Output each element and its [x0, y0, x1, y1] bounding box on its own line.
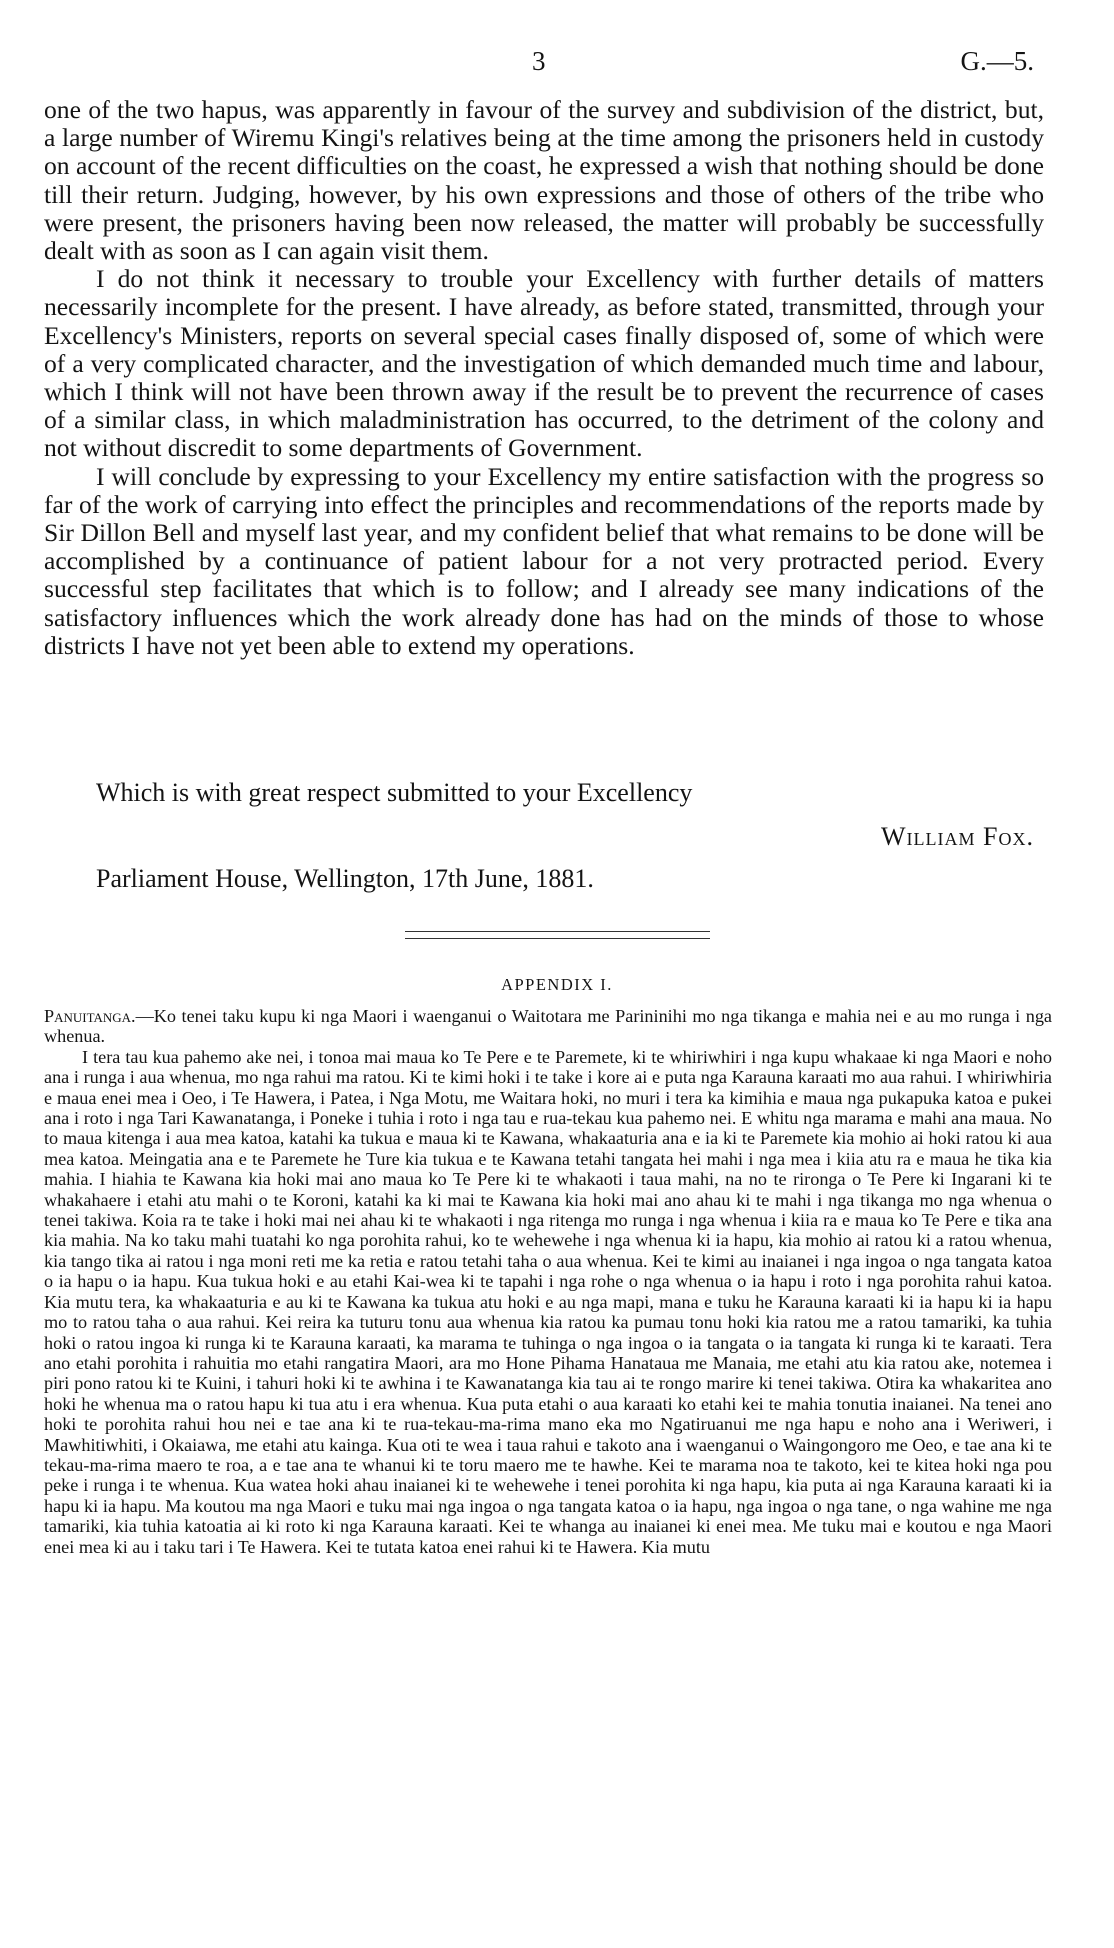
closing-line: Which is with great respect submitted to your Excellency — [96, 778, 693, 807]
appendix-paragraph-1 — [44, 1006, 1052, 1047]
place-and-date: Parliament House, Wellington, 17th June, 1881. — [96, 864, 594, 893]
page-number: 3 — [532, 46, 546, 76]
appendix-text — [44, 1006, 1052, 1557]
section-divider — [405, 931, 710, 939]
letter-body — [44, 96, 1044, 660]
appendix-title: APPENDIX I. — [501, 975, 613, 994]
signature: William Fox. — [881, 822, 1034, 851]
body-paragraph-1: one of the two hapus, was apparently in favour of the survey and subdivision of the district, but, a large number of Wiremu Kingi's relatives being at the time among the prisoners held in custody on account of the recent difficulties on the coast, he expressed a wish that nothing should be done till their return. Judging, however, by his own expressions and those of others of the tribe who were present, the prisoners having been now released, the matter will probably be successfully dealt with as soon as I can again visit them. — [44, 95, 1044, 266]
body-paragraph-2: I do not think it necessary to trouble your Excellency with further details of matters necessarily incomplete for the present. I have already, as before stated, transmitted, through your Excellency's Ministers, reports on several special cases finally disposed of, some of which were of a very complicated character, and the investigation of which demanded much time and labour, which I think will not have been thrown away if the result be to prevent the recurrence of cases of a similar class, in which maladministration has occurred, to the detriment of the colony and not without discredit to some departments of Government. — [44, 264, 1044, 463]
appendix-paragraph-2: I tera tau kua pahemo ake nei, i tonoa mai maua ko Te Pere e te Paremete, ki te whiriwhiri i nga kupu whakaae ki nga Maori e noho ana i runga i aua whenua, mo nga rahui ma ratou. Ki te kimi hoki i te take i kore ai e puta nga Karauna karaati mo aua rahui. I whiriwhiria e maua enei mea i Oeo, i Te Hawera, i Patea, i Nga Motu, me Waitara hoki, no muri i tera ka kimihia e maua nga pukapuka katoa e pukei ana i roto i nga Tari Kawanatanga, i Poneke i tuhia i roto i nga tau e rua-tekau kua pahemo nei. E whitu nga marama e mahi ana maua. No to maua kitenga i aua mea katoa, katahi ka tukua e maua ki te Kawana, whakaaturia ana e ia ki te Paremete kia mohio ai hoki ratou ki aua mea katoa. Meingatia ana e te Paremete he Ture kia tukua e te Kawana tetahi tangata hei mahi i nga mea i kiia atu ra e maua he tika kia mahia. I hiahia te Kawana kia hoki mai ano maua ko Te Pere ki te whakaoti i taua mahi, na no te rironga o Te Pere ki Ingarani ki te whakahaere i etahi atu mahi o te Koroni, katahi ka ki mai te Kawana kia hoki mai ano ahau ki te mahi i nga tikanga mo nga whenua o tenei takiwa. Koia ra te take i hoki mai nei ahau ki te whakaoti i nga ritenga mo runga i nga whenua i kiia ra e maua ko Te Pere e tika ana kia mahia. Na ko taku mahi tuatahi ko nga porohita rahui, ko te wehewehe i nga whenua ki ia hapu, kia mohio ai ratou ki a ratou whenua, kia tango tika ai ratou i nga moni reti me ka retia e ratou tetahi taha o aua whenua. Kei te kimi au inaianei i nga ingoa o nga tangata katoa o ia hapu o ia hapu. Kua tukua hoki e au etahi Kai-wea ki te tapahi i nga rohe o nga whenua o ia hapu i roto i nga porohita rahui katoa. Kia mutu tera, ka whakaaturia e au ki te Kawana ka tukua atu hoki e au nga mapi, mana e tuku he Karauna karaati ki ia hapu ki ia hapu mo to ratou taha o aua rahui. Kei reira ka tuturu tonu aua whenua kia ratou ka pumau tonu hoki kia ratou me a ratou tamariki, ka tuhia hoki o ratou ingoa ki runga ki te Karauna karaati, ka marama te tuhinga o nga ingoa o ia tangata o ia tangata ki runga ki te karaati. Tera ano etahi porohita i rahuitia mo etahi rangatira Maori, ara mo Hone Pihama Hanataua me Manaia, me etahi atu kia ratou ake, notemea i piri pono ratou ki te Kuini, i tahuri hoki ki te awhina i te Kawanatanga kia tau ai te rongo marire ki tenei takiwa. Otira ka whakaritea ano hoki he whenua ma o ratou hapu ki tua atu i era whenua. Kua puta etahi o aua karaati ko etahi kei te mahia tonutia inaianei. Na tenei ano hoki te porohita rahui hou nei e tae ana ki te rua-tekau-ma-rima mano eka mo Ngatiruanui me nga hapu e noho ana i Weriweri, i Mawhitiwhiti, i Okaiawa, me etahi atu kainga. Kua oti te wea i taua rahui e takoto ana i waenganui o Waingongoro me Oeo, e tae ana ki te tekau-ma-rima maero te roa, a e tae ana te whanui ki te toru maero me te hawhe. Kei te marama noa te takoto, kei te kitea hoki nga pou peke i runga i te whenua. Kua watea hoki ahau inaianei ki te wehewehe i tenei porohita ki nga hapu, kia puta ai nga Karauna karaati ki ia hapu ki ia hapu. Ma koutou ma nga Maori e tuku mai nga ingoa o nga tangata katoa o ia hapu, nga ingoa o nga tane, o nga wahine me nga tamariki, kia tuhia katoatia ai ki roto ki nga Karauna karaati. Kei te whanga au inaianei ki enei mea. Me tuku mai e koutou e nga Maori enei mea ki au i taku tari i Te Hawera. Kei te tutata katoa enei rahui ki te Hawera. Kia mutu — [44, 1046, 1052, 1557]
appendix-lead-word: Panuitanga. — [44, 1006, 136, 1026]
appendix-paragraph-1-text: —Ko tenei taku kupu ki nga Maori i waenganui o Waitotara me Parininihi mo nga tikanga e mahia nei e au mo runga i nga whenua. — [44, 1006, 1052, 1047]
document-series-code: G.—5. — [960, 46, 1034, 76]
body-paragraph-3: I will conclude by expressing to your Excellency my entire satisfaction with the progress so far of the work of carrying into effect the principles and recommendations of the reports made by Sir Dillon Bell and myself last year, and my confident belief that what remains to be done will be accomplished by a continuance of patient labour for a not very protracted period. Every successful step facilitates that which is to follow; and I already see many indications of the satisfactory influences which the work already done has had on the minds of those to whose districts I have not yet been able to extend my operations. — [44, 461, 1044, 660]
